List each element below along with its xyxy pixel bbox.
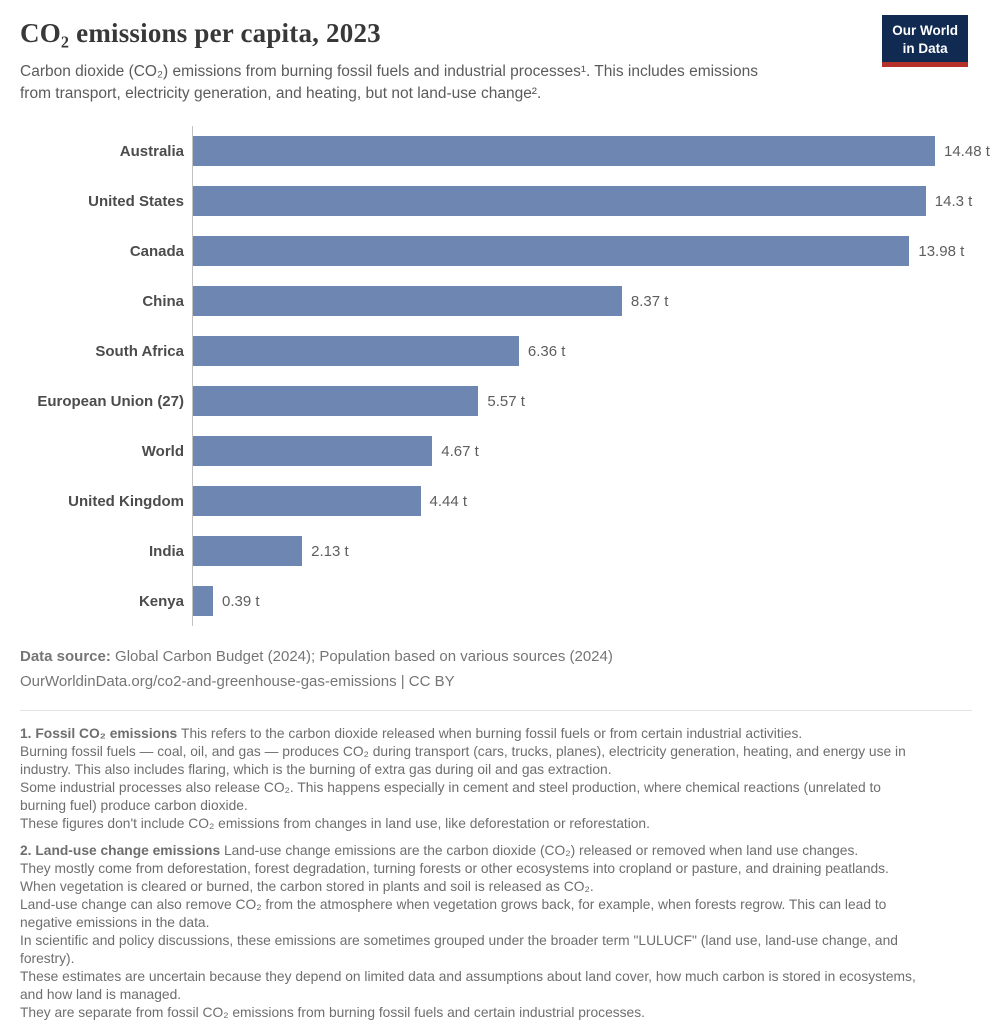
bar-area — [192, 476, 972, 526]
bar-chart — [20, 126, 990, 626]
country-label: Canada — [129, 242, 184, 260]
country-label: China — [142, 292, 184, 310]
footnote-line: and how land is managed. — [20, 987, 182, 1003]
bar-row — [20, 426, 972, 476]
bar — [193, 486, 421, 516]
value-label: 4.67 t — [441, 442, 479, 460]
country-label: Australia — [119, 142, 184, 160]
footnote-line: Land-use change can also remove CO₂ from the atmosphere when vegetation grows back, for example, when forests regrow. This can lead to — [20, 897, 887, 913]
value-label: 13.98 t — [918, 242, 965, 260]
bar-area — [192, 226, 972, 276]
value-label: 0.39 t — [221, 592, 260, 610]
bar-row — [20, 226, 972, 276]
bar-area — [192, 376, 972, 426]
owid-logo[interactable] — [882, 15, 968, 67]
chart-subtitle — [20, 61, 972, 105]
bar-area — [192, 276, 972, 326]
footnote-line: 2. Land-use change emissions Land-use change emissions are the carbon dioxide (CO₂) released or removed when land use changes. — [20, 843, 859, 859]
bar-area — [192, 326, 972, 376]
bar — [193, 136, 935, 166]
bar-row — [20, 376, 972, 426]
bar-row — [20, 476, 972, 526]
country-label: United Kingdom — [68, 492, 184, 510]
subtitle-line-2: from transport, electricity generation, and heating, but not land-use change². — [20, 85, 542, 102]
footnote-line: They are separate from fossil CO₂ emissions from burning fossil fuels and certain industrial processes. — [20, 1005, 645, 1021]
bar-area — [192, 576, 972, 626]
footnote-line: Burning fossil fuels — coal, oil, and gas — produces CO₂ during transport (cars, trucks, planes), electricity generation, heating, and energy use in — [20, 744, 906, 760]
value-label: 5.57 t — [487, 392, 525, 410]
bar — [193, 536, 302, 566]
chart-header — [20, 0, 972, 105]
footnote-line: industry. This also includes flaring, which is the burning of extra gas during oil and gas extraction. — [20, 762, 612, 778]
country-label: South Africa — [95, 342, 184, 360]
bar — [193, 236, 909, 266]
bar-area — [192, 126, 990, 176]
country-label: World — [141, 442, 184, 460]
value-label: 6.36 t — [527, 342, 566, 360]
footnote-line: In scientific and policy discussions, these emissions are sometimes grouped under the broader term "LULUCF" (land use, land-use change, and — [20, 933, 898, 949]
bar — [193, 286, 622, 316]
value-label: 4.44 t — [429, 492, 468, 510]
footnote-line: They mostly come from deforestation, forest degradation, turning forests or other ecosystems into cropland or pasture, and draining peatlands. — [20, 861, 889, 877]
bar — [193, 386, 478, 416]
bar-area — [192, 526, 972, 576]
data-source-block — [20, 644, 972, 694]
footnote-lead: 1. Fossil CO₂ emissions — [20, 726, 182, 742]
data-source-label: Data source: — [20, 648, 111, 665]
bar — [193, 436, 432, 466]
footnote-line: Some industrial processes also release CO₂. This happens especially in cement and steel production, where chemical reactions (unrelated to — [20, 780, 881, 796]
footer-divider — [20, 710, 972, 711]
footnote-line: forestry). — [20, 951, 75, 967]
bar-row — [20, 526, 972, 576]
country-label: Kenya — [138, 592, 184, 610]
bar-area — [192, 176, 972, 226]
bar-row — [20, 176, 972, 226]
owid-logo-line-1: Our World — [892, 23, 958, 38]
footnote — [20, 725, 972, 833]
source-link[interactable]: OurWorldinData.org/co2-and-greenhouse-gas-emissions | CC BY — [20, 673, 455, 691]
bar — [193, 336, 519, 366]
value-label: 14.48 t — [944, 142, 990, 160]
bar — [193, 186, 926, 216]
footnote-line: burning fuel) produce carbon dioxide. — [20, 798, 248, 814]
footnote-line: When vegetation is cleared or burned, the carbon stored in plants and soil is released as CO₂. — [20, 879, 594, 895]
footnote — [20, 842, 972, 1022]
bar — [193, 586, 213, 616]
bar-row — [20, 126, 990, 176]
footnotes — [20, 725, 972, 1022]
country-label: European Union (27) — [37, 392, 184, 410]
footnote-lead: 2. Land-use change emissions — [20, 843, 224, 859]
footnote-line: These estimates are uncertain because they depend on limited data and assumptions about land cover, how much carbon is stored in ecosystems, — [20, 969, 916, 985]
country-label: India — [148, 542, 184, 560]
page-title: CO₂ emissions per capita, 2023 — [20, 18, 381, 48]
value-label: 14.3 t — [934, 192, 973, 210]
value-label: 8.37 t — [630, 292, 669, 310]
data-source-text: Global Carbon Budget (2024); Population based on various sources (2024) — [110, 648, 613, 665]
bar-row — [20, 326, 972, 376]
footnote-line: negative emissions in the data. — [20, 915, 210, 931]
footnote-line: These figures don't include CO₂ emissions from changes in land use, like deforestation or reforestation. — [20, 816, 650, 832]
data-source-line — [20, 644, 972, 669]
country-label: United States — [88, 192, 184, 210]
value-label: 2.13 t — [311, 542, 349, 560]
bar-area — [192, 426, 972, 476]
bar-row — [20, 276, 972, 326]
owid-logo-line-2: in Data — [902, 40, 948, 56]
bar-row — [20, 576, 972, 626]
footnote-line: 1. Fossil CO₂ emissions This refers to the carbon dioxide released when burning fossil fuels or from certain industrial activities. — [20, 726, 803, 742]
subtitle-line-1: Carbon dioxide (CO₂) emissions from burning fossil fuels and industrial processes¹. This includes emissions — [20, 63, 758, 80]
